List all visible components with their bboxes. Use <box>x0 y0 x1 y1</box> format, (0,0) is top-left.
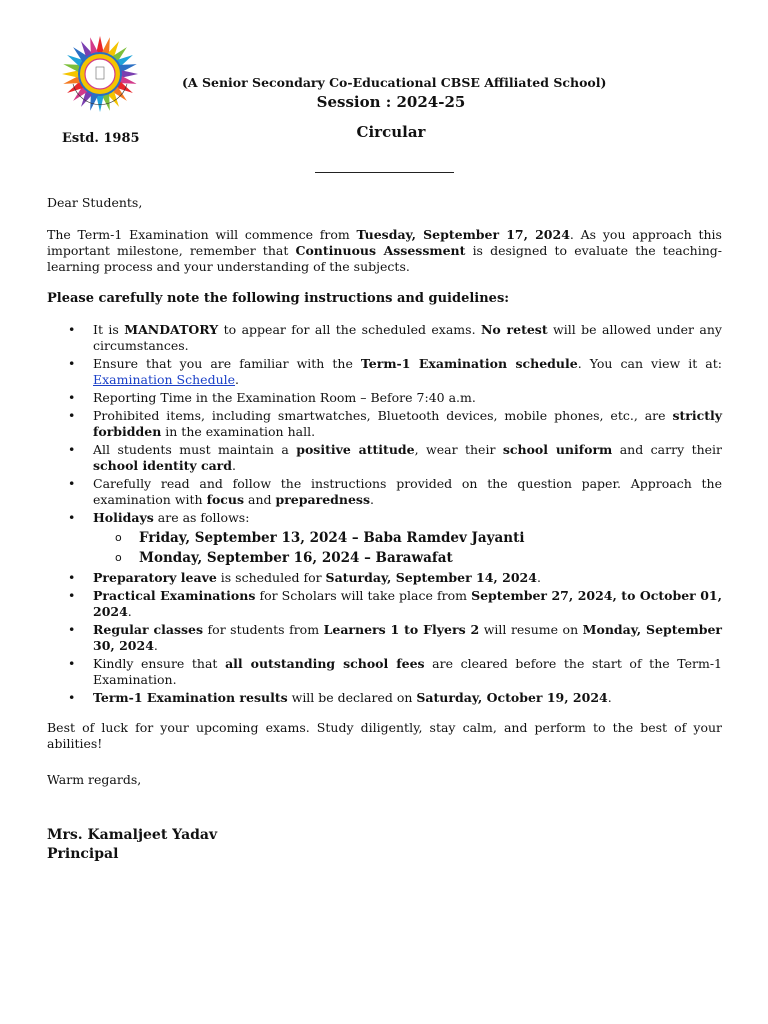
item-text: All students must maintain a <box>93 442 297 457</box>
item-bold: Saturday, October 19, 2024 <box>416 690 608 705</box>
list-item-practical <box>47 588 722 620</box>
item-text: Prohibited items, including smartwatches, Bluetooth devices, mobile phones, etc., are <box>93 408 673 423</box>
circular-title: Circular <box>356 123 426 141</box>
item-bold: focus <box>206 492 245 507</box>
list-item-holidays <box>47 510 722 568</box>
item-text: for students from <box>203 622 324 637</box>
intro-paragraph <box>47 227 722 275</box>
established-year: Estd. 1985 <box>62 131 140 146</box>
item-text: is scheduled for <box>216 570 326 585</box>
item-text: . You can view it at: <box>577 356 722 371</box>
warm-regards: Warm regards, <box>47 772 142 787</box>
item-text: and <box>244 492 276 507</box>
examination-schedule-link[interactable]: Examination Schedule <box>93 372 236 387</box>
list-item-regular-classes <box>47 622 722 654</box>
list-item-attitude <box>47 442 722 474</box>
item-text: . <box>232 458 236 473</box>
session-title: Session : 2024-25 <box>316 93 466 111</box>
intro-text: The Term-1 Examination will commence from <box>47 227 357 242</box>
closing-paragraph: Best of luck for your upcoming exams. Study diligently, stay calm, and perform to the best of your abilities! <box>47 720 722 751</box>
instructions-list <box>47 322 722 706</box>
intro-text: . As you approach this important milestone, remember that <box>47 227 722 258</box>
item-text: to appear for all the scheduled exams. <box>218 322 481 337</box>
circular-body <box>47 195 722 864</box>
item-bold: school identity card <box>93 458 232 473</box>
item-bold: No retest <box>480 322 548 337</box>
intro-text: is designed to evaluate the teaching-learning process and your understanding of the subjects. <box>47 243 723 274</box>
item-text: Kindly ensure that <box>93 656 226 671</box>
signature-block <box>47 826 722 864</box>
item-text: will be declared on <box>287 690 417 705</box>
title-underline <box>315 172 454 173</box>
list-item-mandatory <box>47 322 722 354</box>
item-text: will resume on <box>479 622 583 637</box>
item-text: and carry their <box>612 442 723 457</box>
item-bold: Term-1 Examination schedule <box>360 356 578 371</box>
item-bold: Preparatory leave <box>93 570 217 585</box>
item-bold: school uniform <box>502 442 613 457</box>
item-bold: Holidays <box>93 510 154 525</box>
item-text: are cleared before the start of the Term-1 Examination. <box>93 656 722 687</box>
holiday-item: o Friday, September 13, 2024 – Baba Ramdev Jayanti <box>93 528 722 548</box>
item-bold: preparedness <box>275 492 370 507</box>
item-bold: Regular classes <box>93 622 204 637</box>
affiliation-line: (A Senior Secondary Co-Educational CBSE Affiliated School) <box>182 75 607 90</box>
item-text: . <box>536 570 541 585</box>
list-item-schedule <box>47 356 722 388</box>
item-bold: Practical Examinations <box>93 588 256 603</box>
item-text: It is <box>93 322 125 337</box>
list-item-reporting: • Reporting Time in the Examination Room – Before 7:40 a.m. <box>47 390 722 406</box>
item-text: . <box>370 492 374 507</box>
item-text: . <box>235 372 239 387</box>
holiday-item: o Monday, September 16, 2024 – Barawafat <box>93 548 722 568</box>
item-bold: MANDATORY <box>124 322 219 337</box>
list-item-prohibited <box>47 408 722 440</box>
item-bold: Term-1 Examination results <box>93 690 288 705</box>
item-text: . <box>153 638 158 653</box>
continuous-assessment: Continuous Assessment <box>295 243 466 258</box>
holiday-list <box>93 528 722 568</box>
exam-start-date: Tuesday, September 17, 2024 <box>356 227 570 242</box>
item-text: will be allowed under any circumstances. <box>93 322 722 353</box>
item-bold: Monday, September 30, 2024 <box>93 622 723 653</box>
list-item-fees <box>47 656 722 688</box>
item-text: in the examination hall. <box>161 424 316 439</box>
item-bold: Saturday, September 14, 2024 <box>325 570 537 585</box>
list-item-preparatory-leave <box>47 570 722 586</box>
item-text: for Scholars will take place from <box>255 588 472 603</box>
salutation: Dear Students, <box>47 195 143 210</box>
item-text: Ensure that you are familiar with the <box>93 356 361 371</box>
item-text: , wear their <box>414 442 503 457</box>
list-item-results <box>47 690 722 706</box>
principal-title: Principal <box>47 846 119 862</box>
item-bold: positive attitude <box>296 442 415 457</box>
instructions-heading: Please carefully note the following instructions and guidelines: <box>47 291 510 306</box>
item-bold: Learners 1 to Flyers 2 <box>323 622 480 637</box>
item-bold: September 27, 2024, to October 01, 2024 <box>93 588 722 619</box>
list-item-instructions <box>47 476 722 508</box>
principal-name: Mrs. Kamaljeet Yadav <box>47 827 218 843</box>
item-bold: all outstanding school fees <box>225 656 425 671</box>
item-text: Carefully read and follow the instructions provided on the question paper. Approach the examination with <box>93 476 722 507</box>
item-text: . <box>127 604 132 619</box>
item-bold: strictly forbidden <box>93 408 722 439</box>
item-text: . <box>607 690 612 705</box>
item-text: are as follows: <box>153 510 250 525</box>
